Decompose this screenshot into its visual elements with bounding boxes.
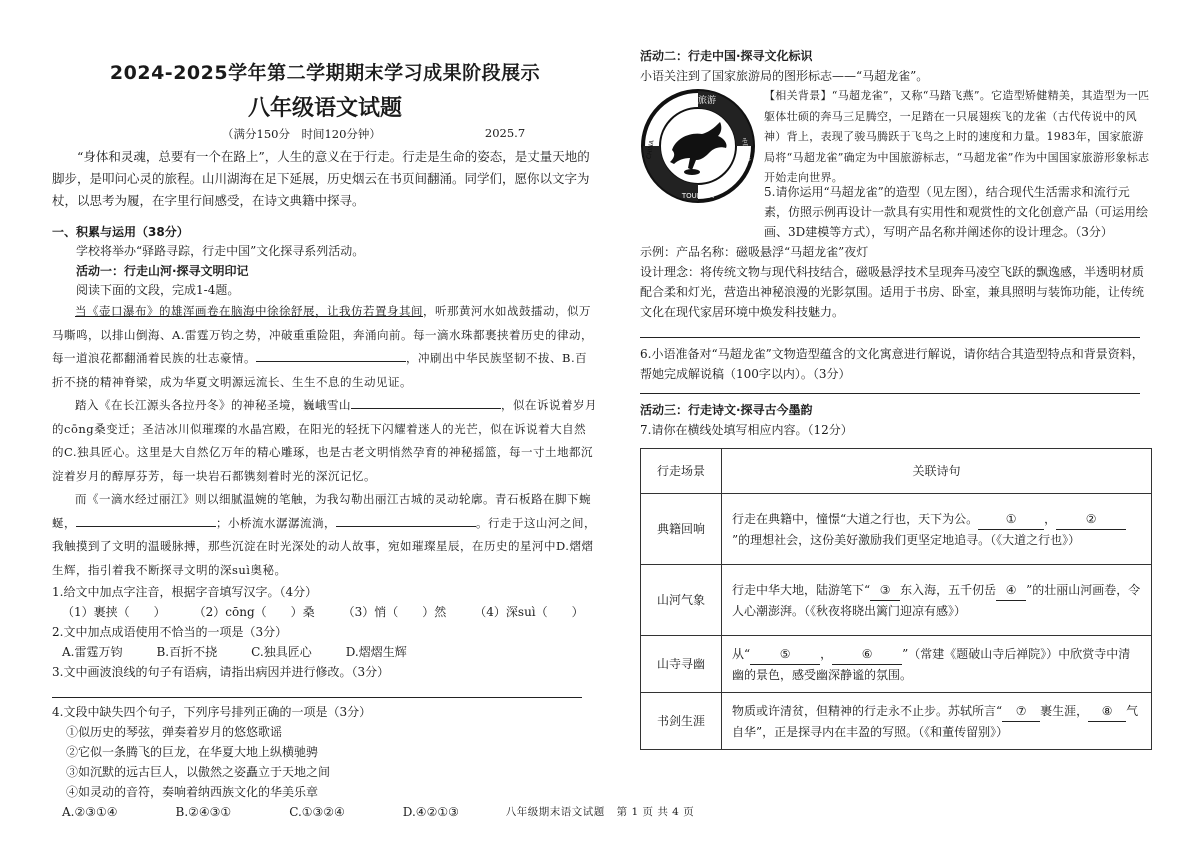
question-4: 4.文段中缺失四个句子，下列序号排列正确的一项是（3分） bbox=[52, 705, 372, 719]
passage-paragraph-3 bbox=[52, 488, 598, 582]
seal-text-left: CHINA bbox=[645, 139, 656, 160]
question-3: 3.文中画波浪线的句子有语病，请指出病因并进行修改。（3分） bbox=[52, 665, 390, 679]
exam-title: 2024-2025学年第二学期期末学习成果阶段展示 bbox=[109, 62, 541, 84]
q2-option[interactable]: C.独具匠心 bbox=[251, 645, 312, 659]
verse-blank[interactable]: ⑧ bbox=[1088, 701, 1126, 722]
verse-blank[interactable]: ② bbox=[1056, 509, 1126, 530]
score-time: （满分150分 时间120分钟） bbox=[222, 127, 381, 141]
verse-blank[interactable]: ⑥ bbox=[832, 644, 902, 665]
seal-text-right: 中国旅游 bbox=[739, 137, 752, 163]
table-header-cell: 行走场景 bbox=[641, 449, 722, 494]
q4-option[interactable]: C.①③②④ bbox=[289, 805, 345, 819]
table-verse-cell: 从“ ⑤ ， ⑥ ”（常建《题破山寺后禅院》）中欣赏寺中清幽的景色，感受幽深静谧的氛围。 bbox=[722, 636, 1152, 693]
passage-text: ，似在诉说着岁月的cōng桑变迁；圣洁冰川似璀璨的水晶宫殿，在阳光的轻抚下闪耀着迷人的光芒，似在诉说着大自然的C.独具匠心。这里是大自然亿万年的精心雕琢，也是古老文明悄然孕育的神秘摇篮，每一寸土地都沉淀着岁月的醇厚芬芳，每一块岩石都镌刻着时光的深沉记忆。 bbox=[52, 398, 597, 483]
answer-line[interactable] bbox=[640, 392, 1140, 394]
q4-sentence: ②它似一条腾飞的巨龙，在华夏大地上纵横驰骋 bbox=[66, 745, 319, 759]
intro-paragraph: “身体和灵魂，总要有一个在路上”，人生的意义在于行走。行走是生命的姿态，是丈量天地的脚步，是叩问心灵的旅程。山川湖海在足下延展，历史烟云在书页间翻涌。同学们，愿你以文字为杖，以思考为履，在字里行间感受，在诗文典籍中探寻。 bbox=[52, 149, 590, 208]
activity-2-title: 活动二：行走中国·探寻文化标识 bbox=[640, 49, 813, 63]
q4-sentence: ①似历史的琴弦，弹奏着岁月的悠悠歌谣 bbox=[66, 725, 283, 739]
verse-blank[interactable]: ⑤ bbox=[750, 644, 820, 665]
q1-item: （4）深suì（ ） bbox=[474, 605, 584, 619]
activity-1-title: 活动一：行走山河·探寻文明印记 bbox=[76, 264, 249, 278]
q4-sentence: ④如灵动的音符，奏响着纳西族文化的华美乐章 bbox=[66, 785, 319, 799]
verse-blank[interactable]: ④ bbox=[996, 580, 1026, 601]
question-5: 5.请你运用“马超龙雀”的造型（见左图），结合现代生活需求和流行元素，仿照示例再设计一款具有实用性和观赏性的文化创意产品（可运用绘画、3D建模等方式），写明产品名称并阐述你的设计理念。（3分） bbox=[764, 185, 1149, 239]
answer-blank[interactable] bbox=[76, 513, 216, 527]
table-scene-cell: 山寺寻幽 bbox=[641, 636, 722, 693]
exam-subtitle: 八年级语文试题 bbox=[247, 96, 402, 121]
verse-text: 东入海，五千仞岳 bbox=[900, 582, 997, 597]
question-6: 6.小语准备对“马超龙雀”文物造型蕴含的文化寓意进行解说，请你结合其造型特点和背景资料，帮她完成解说稿（100字以内）。（3分） bbox=[640, 347, 1144, 381]
seal-text-bottom: TOURISM bbox=[681, 192, 715, 200]
answer-line[interactable] bbox=[640, 336, 1140, 338]
q1-item: （2）cōng（ ）桑 bbox=[193, 605, 315, 619]
verse-text: 裹生涯， bbox=[1040, 703, 1089, 718]
answer-blank[interactable] bbox=[256, 348, 406, 362]
table-row bbox=[641, 693, 1152, 750]
verse-blank[interactable]: ③ bbox=[870, 580, 900, 601]
passage-paragraph-1 bbox=[52, 300, 598, 394]
q4-sentence: ③如沉默的远古巨人，以傲然之姿矗立于天地之间 bbox=[66, 765, 331, 779]
verse-text: 行走中华大地，陆游笔下“ bbox=[732, 582, 871, 597]
passage-text: 。行走于这山河之间，我触摸到了文明的温暖脉搏，那些沉淀在时光深处的动人故事，宛如璀璨星辰，在历史的星河中D.熠熠生辉，指引着我不断探寻文明的深suì奥秘。 bbox=[52, 515, 596, 577]
q4-option[interactable]: B.②④③① bbox=[175, 805, 232, 819]
question-1-items bbox=[52, 602, 598, 622]
section-1-title: 一、积累与运用（38分） bbox=[52, 225, 189, 239]
q4-option[interactable]: D.④②①③ bbox=[402, 805, 459, 819]
table-scene-cell: 书剑生涯 bbox=[641, 693, 722, 750]
footer-page: 第 1 页 共 4 页 bbox=[616, 806, 695, 818]
footer-name: 八年级期末语文试题 bbox=[505, 806, 605, 818]
verse-blank[interactable]: ① bbox=[978, 509, 1044, 530]
table-header-cell: 关联诗句 bbox=[722, 449, 1152, 494]
seal-text-top: 中国旅游 bbox=[679, 96, 717, 106]
design-concept: 设计理念：将传统文物与现代科技结合，磁吸悬浮技术呈现奔马凌空飞跃的飘逸感，半透明材质配合柔和灯光，营造出神秘浪漫的光影氛围。适用于书房、卧室，兼具照明与装饰功能，让传统文化在现代家居环境中焕发科技魅力。 bbox=[640, 265, 1145, 319]
verse-blank[interactable]: ⑦ bbox=[1002, 701, 1040, 722]
left-column bbox=[52, 44, 598, 822]
verse-text: 气自华”，正是探寻内在丰盈的写照。（《和董传留别》） bbox=[732, 703, 1139, 739]
question-2-options bbox=[52, 642, 598, 662]
table-scene-cell: 山河气象 bbox=[641, 565, 722, 636]
verse-text: 物质或许清贫，但精神的行走永不止步。苏轼所言“ bbox=[732, 703, 1003, 718]
verse-text: 行走在典籍中，憧憬“大道之行也，天下为公。 bbox=[732, 511, 979, 526]
q1-item: （3）悄（ ）然 bbox=[342, 605, 447, 619]
q4-option[interactable]: A.②③①④ bbox=[62, 805, 118, 819]
verse-text: ”的理想社会，这份美好激励我们更坚定地追寻。（《大道之行也》） bbox=[732, 532, 1081, 547]
passage-text: 而《一滴水经过丽江》则以细腻温婉的笔触，为我勾勒出丽江古城的灵动轮廓。青石板路在脚下蜿蜒， bbox=[52, 492, 591, 530]
tourism-logo-image bbox=[640, 88, 756, 204]
table-row bbox=[641, 565, 1152, 636]
table-verse-cell bbox=[722, 565, 1152, 636]
section-1-lead: 学校将举办“驿路寻踪，行走中国”文化探寻系列活动。 bbox=[76, 244, 365, 258]
page-footer bbox=[0, 804, 1200, 819]
exam-date: 2025.7 bbox=[484, 126, 526, 140]
passage-paragraph-2 bbox=[52, 394, 598, 488]
question-1: 1.给文中加点字注音，根据字音填写汉字。（4分） bbox=[52, 585, 318, 599]
passage-text: ；小桥流水潺潺流淌， bbox=[216, 515, 336, 530]
reading-instruction: 阅读下面的文段，完成1-4题。 bbox=[76, 283, 240, 297]
wavy-underlined-sentence: 当《壶口瀑布》的雄浑画卷在脑海中徐徐舒展，让我仿若置身其间 bbox=[75, 304, 423, 318]
verse-text: 从“ bbox=[732, 646, 751, 661]
table-row bbox=[641, 494, 1152, 565]
background-info: 【相关背景】“马超龙雀”，又称“马踏飞燕”。它造型矫健精美，其造型为一匹躯体壮硕的奔马三足腾空，一足踏在一只展翅疾飞的龙雀（古代传说中的风神）背上，表现了骏马腾跃于飞鸟之上时的速度和力量。1983年，国家旅游局将“马超龙雀”确定为中国旅游标志，“马超龙雀”作为中国国家旅游形象标志开始走向世界。 bbox=[764, 89, 1150, 184]
verse-text: ”（常建《题破山寺后禅院》）中欣赏寺中清幽的景色，感受幽深静谧的氛围。 bbox=[732, 646, 1131, 682]
passage-text: 踏入《在长江源头各拉丹冬》的神秘圣境，巍峨雪山 bbox=[75, 398, 351, 412]
table-row bbox=[641, 636, 1152, 693]
passage-text: ，冲刷出中华民族坚韧不拔、B.百折不挠的精神脊梁，成为华夏文明源远流长、生生不息的生动见证。 bbox=[52, 351, 588, 389]
question-7: 7.请你在横线处填写相应内容。（12分） bbox=[640, 423, 853, 437]
question-2: 2.文中加点成语使用不恰当的一项是（3分） bbox=[52, 625, 288, 639]
table-verse-cell bbox=[722, 693, 1152, 750]
table-header-row bbox=[641, 449, 1152, 494]
poetry-table bbox=[640, 448, 1152, 750]
verse-text: ”的壮丽山河画卷，令人心潮澎湃。（《秋夜将晓出篱门迎凉有感》） bbox=[732, 582, 1141, 618]
activity-3-title: 活动三：行走诗文·探寻古今墨韵 bbox=[640, 403, 813, 417]
answer-line[interactable] bbox=[52, 696, 582, 698]
right-column bbox=[640, 46, 1150, 750]
example-product: 示例：产品名称：磁吸悬浮“马超龙雀”夜灯 bbox=[640, 245, 869, 259]
q2-option[interactable]: D.熠熠生辉 bbox=[345, 645, 407, 659]
passage-text: ，听那黄河水如战鼓擂动，似万马嘶鸣，以排山倒海、A.雷霆万钧之势，冲破重重险阻，奔涌向前。每一滴水珠都裹挟着历史的律动，每一道浪花都翻涌着民族的壮志豪情。 bbox=[52, 304, 593, 365]
table-scene-cell: 典籍回响 bbox=[641, 494, 722, 565]
q2-option[interactable]: B.百折不挠 bbox=[156, 645, 218, 659]
q1-item: （1）裹挟（ ） bbox=[62, 605, 166, 619]
exam-meta bbox=[52, 126, 598, 142]
answer-blank[interactable] bbox=[336, 513, 476, 527]
q2-option[interactable]: A.雷霆万钧 bbox=[62, 645, 123, 659]
activity-2-lead: 小语关注到了国家旅游局的图形标志——“马超龙雀”。 bbox=[640, 69, 929, 83]
table-verse-cell: 行走在典籍中，憧憬“大道之行也，天下为公。 ① ， ②”的理想社会，这份美好激励我们更坚定地追寻。（《大道之行也》） bbox=[722, 494, 1152, 565]
answer-blank[interactable] bbox=[351, 395, 501, 409]
